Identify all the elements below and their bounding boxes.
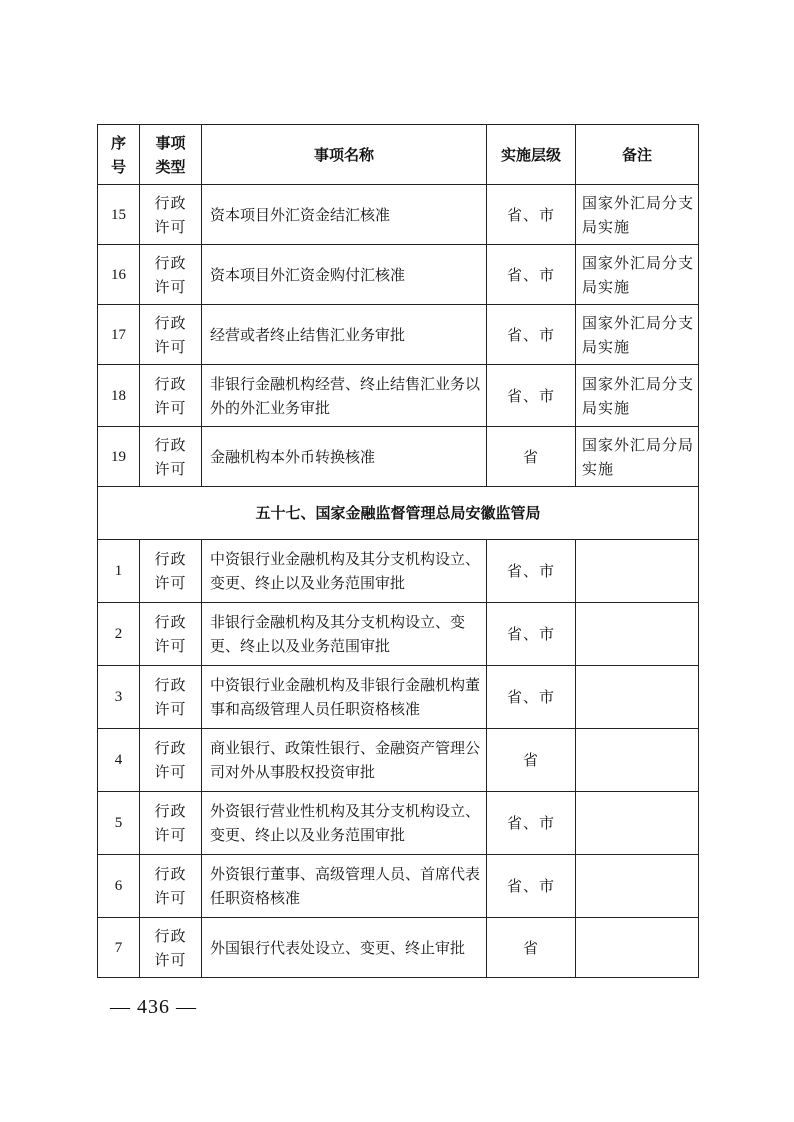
row-note <box>576 603 699 666</box>
row-type-line1: 行政 <box>154 193 187 212</box>
header-seq <box>98 125 140 185</box>
row-number: 5 <box>98 792 140 855</box>
row-level: 省、市 <box>487 185 576 245</box>
row-note: 国家外汇局分支局实施 <box>576 245 699 305</box>
row-type <box>140 855 202 918</box>
row-type-line1: 行政 <box>154 739 187 757</box>
row-note: 国家外汇局分支局实施 <box>576 305 699 365</box>
row-note: 国家外汇局分支局实施 <box>576 185 699 245</box>
row-type <box>140 603 202 666</box>
row-level: 省、市 <box>487 365 576 427</box>
row-type-line2: 许可 <box>154 459 187 478</box>
row-level: 省、市 <box>487 245 576 305</box>
header-note: 备注 <box>576 125 699 185</box>
row-type-line1: 行政 <box>154 253 187 272</box>
row-item-name: 商业银行、政策性银行、金融资产管理公司对外从事股权投资审批 <box>202 729 487 792</box>
row-type-line1: 行政 <box>154 926 187 945</box>
table-row <box>98 245 699 305</box>
row-number: 3 <box>98 666 140 729</box>
row-note <box>576 855 699 918</box>
row-number: 15 <box>98 185 140 245</box>
row-number: 1 <box>98 540 140 603</box>
table-row <box>98 185 699 245</box>
row-type-line1: 行政 <box>154 613 187 631</box>
row-item-name: 中资银行业金融机构及非银行金融机构董事和高级管理人员任职资格核准 <box>202 666 487 729</box>
row-item-name: 金融机构本外币转换核准 <box>202 427 487 487</box>
row-level: 省、市 <box>487 666 576 729</box>
table-section-header <box>98 487 699 540</box>
row-type <box>140 792 202 855</box>
header-type-line1: 事项 <box>155 133 186 152</box>
row-item-name: 资本项目外汇资金结汇核准 <box>202 185 487 245</box>
row-level: 省、市 <box>487 305 576 365</box>
page-number: — 436 — <box>110 996 197 1018</box>
approval-items-table <box>97 124 699 978</box>
row-type-line1: 行政 <box>154 550 187 568</box>
row-note: 国家外汇局分局实施 <box>576 427 699 487</box>
row-number: 6 <box>98 855 140 918</box>
row-item-name: 经营或者终止结售汇业务审批 <box>202 305 487 365</box>
table-header-row <box>98 125 699 185</box>
row-item-name: 中资银行业金融机构及其分支机构设立、变更、终止以及业务范围审批 <box>202 540 487 603</box>
header-seq-line1: 序 <box>110 133 126 152</box>
row-type <box>140 918 202 978</box>
row-type-line2: 许可 <box>154 889 187 907</box>
header-level: 实施层级 <box>487 125 576 185</box>
row-type-line2: 许可 <box>154 337 187 356</box>
row-note <box>576 792 699 855</box>
table-row <box>98 729 699 792</box>
row-type <box>140 305 202 365</box>
row-level: 省、市 <box>487 603 576 666</box>
row-type-line2: 许可 <box>154 700 187 718</box>
row-level: 省、市 <box>487 792 576 855</box>
table-body-section-b <box>98 540 699 978</box>
row-type-line2: 许可 <box>154 398 187 417</box>
row-type <box>140 540 202 603</box>
row-type-line1: 行政 <box>154 802 187 820</box>
row-type-line2: 许可 <box>154 277 187 296</box>
table-row <box>98 792 699 855</box>
row-level: 省 <box>487 918 576 978</box>
row-type-line2: 许可 <box>154 574 187 592</box>
header-name: 事项名称 <box>202 125 487 185</box>
section-title: 五十七、国家金融监督管理总局安徽监管局 <box>98 487 699 540</box>
table-row <box>98 427 699 487</box>
row-type <box>140 729 202 792</box>
table-row <box>98 918 699 978</box>
row-type-line1: 行政 <box>154 865 187 883</box>
row-note <box>576 540 699 603</box>
row-item-name: 外国银行代表处设立、变更、终止审批 <box>202 918 487 978</box>
row-level: 省、市 <box>487 540 576 603</box>
row-note <box>576 729 699 792</box>
row-type-line2: 许可 <box>154 950 187 969</box>
section-row <box>98 487 699 540</box>
table-row <box>98 855 699 918</box>
header-type-line2: 类型 <box>155 157 186 176</box>
row-number: 19 <box>98 427 140 487</box>
header-type <box>140 125 202 185</box>
row-number: 16 <box>98 245 140 305</box>
row-type <box>140 427 202 487</box>
row-number: 7 <box>98 918 140 978</box>
row-level: 省、市 <box>487 855 576 918</box>
row-level: 省 <box>487 427 576 487</box>
row-type-line2: 许可 <box>154 217 187 236</box>
row-item-name: 非银行金融机构经营、终止结售汇业务以外的外汇业务审批 <box>202 365 487 427</box>
row-item-name: 非银行金融机构及其分支机构设立、变更、终止以及业务范围审批 <box>202 603 487 666</box>
row-type-line2: 许可 <box>154 637 187 655</box>
row-item-name: 资本项目外汇资金购付汇核准 <box>202 245 487 305</box>
header-seq-line2: 号 <box>110 157 126 176</box>
table-row <box>98 666 699 729</box>
row-note <box>576 666 699 729</box>
row-type <box>140 365 202 427</box>
row-number: 18 <box>98 365 140 427</box>
row-type <box>140 245 202 305</box>
row-type-line2: 许可 <box>154 826 187 844</box>
row-type-line1: 行政 <box>154 313 187 332</box>
row-note: 国家外汇局分支局实施 <box>576 365 699 427</box>
table-row <box>98 365 699 427</box>
row-type <box>140 185 202 245</box>
row-type-line1: 行政 <box>154 374 187 393</box>
row-type <box>140 666 202 729</box>
table-row <box>98 305 699 365</box>
row-type-line2: 许可 <box>154 763 187 781</box>
row-type-line1: 行政 <box>154 676 187 694</box>
row-item-name: 外资银行营业性机构及其分支机构设立、变更、终止以及业务范围审批 <box>202 792 487 855</box>
row-type-line1: 行政 <box>154 435 187 454</box>
row-item-name: 外资银行董事、高级管理人员、首席代表任职资格核准 <box>202 855 487 918</box>
table-row <box>98 540 699 603</box>
row-number: 4 <box>98 729 140 792</box>
row-note <box>576 918 699 978</box>
table-body-section-a <box>98 185 699 487</box>
row-number: 17 <box>98 305 140 365</box>
row-number: 2 <box>98 603 140 666</box>
row-level: 省 <box>487 729 576 792</box>
table-row <box>98 603 699 666</box>
